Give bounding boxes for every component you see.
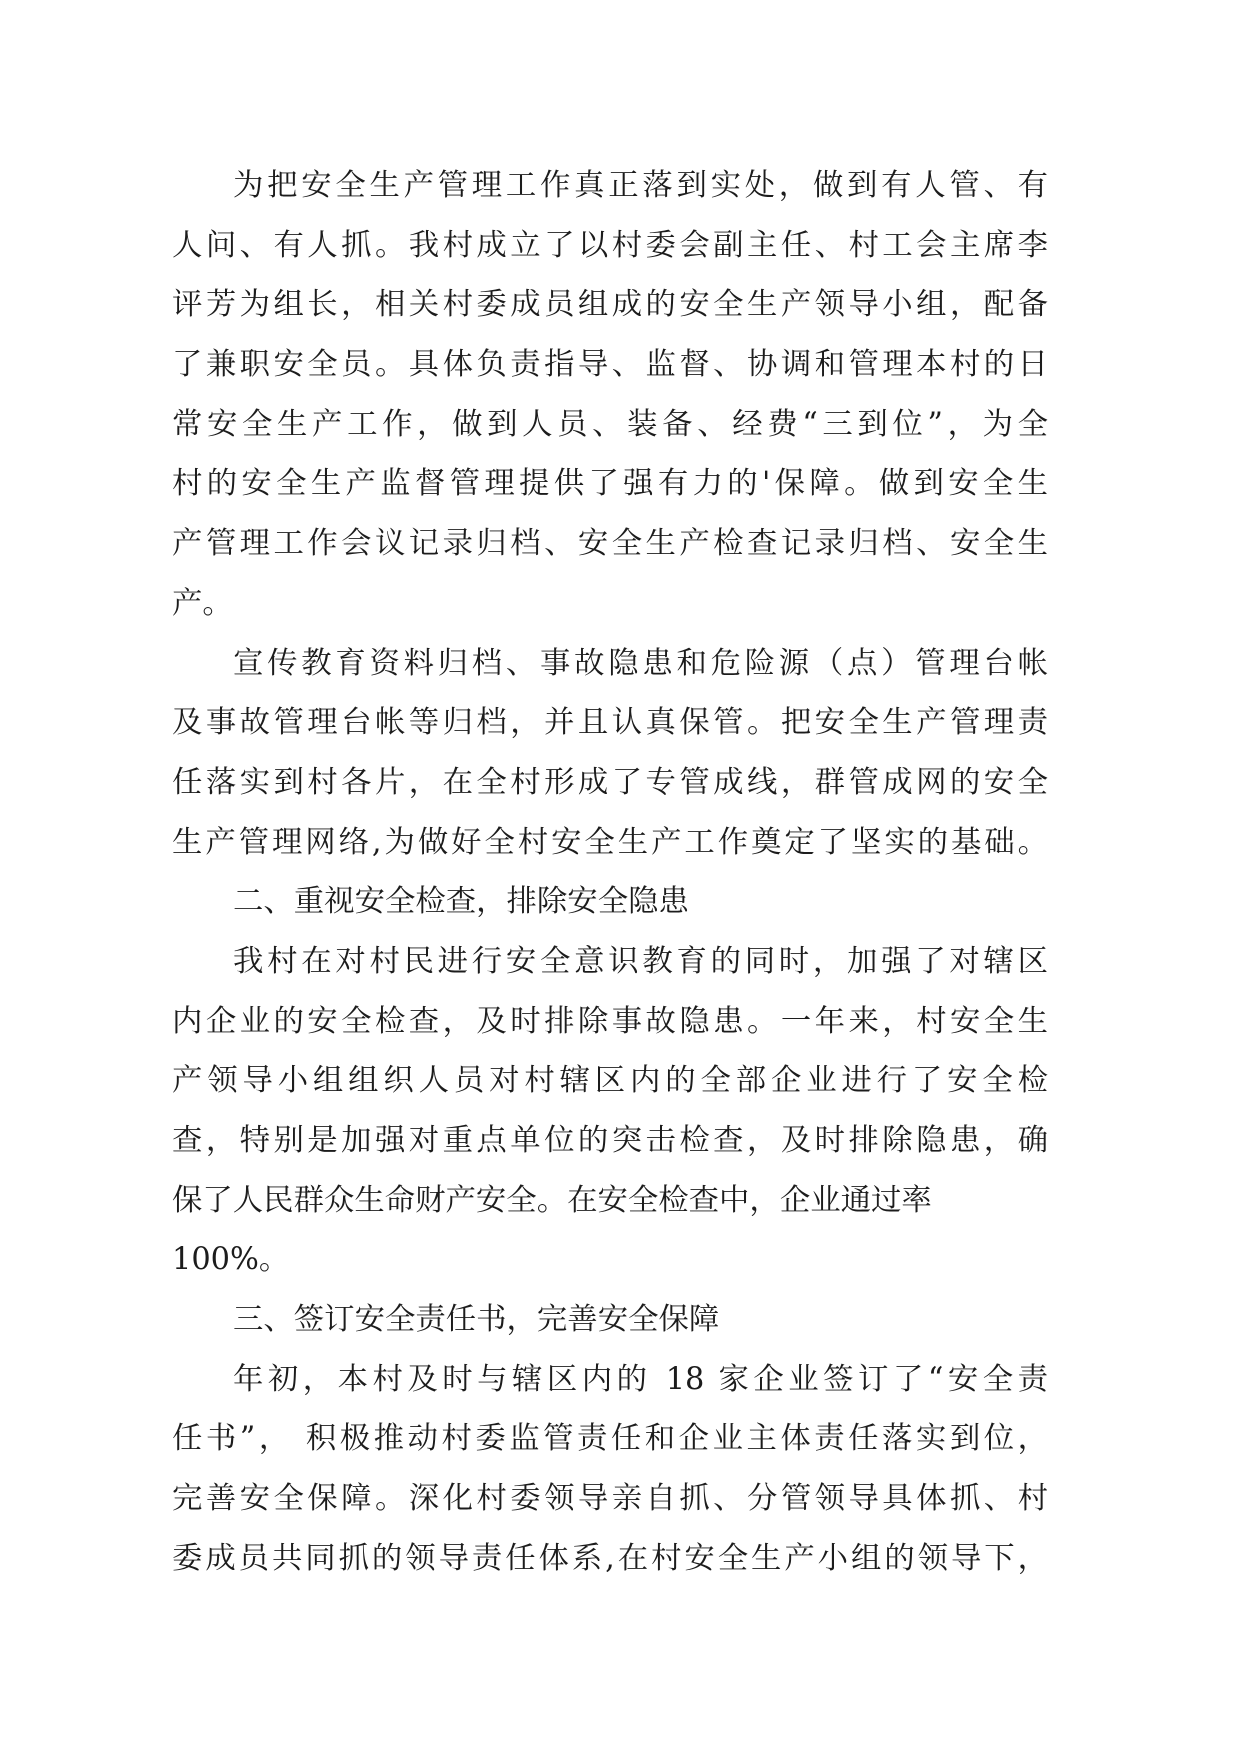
text-line: 产。 — [172, 585, 233, 621]
text-line: 了兼职安全员。具体负责指导、监督、协调和管理本村的日 — [172, 347, 1048, 383]
text-line: 委成员共同抓的领导责任体系,在村安全生产小组的领导下， — [172, 1540, 1048, 1576]
paragraph — [172, 634, 1048, 873]
text-line: 及事故管理台帐等归档，并且认真保管。把安全生产管理责 — [172, 705, 1048, 741]
text-line: 内企业的安全检查，及时排除事故隐患。一年来，村安全生 — [172, 1003, 1048, 1039]
text-line: 产管理工作会议记录归档、安全生产检查记录归档、安全生 — [172, 526, 1048, 562]
paragraph — [172, 156, 1048, 634]
text-line: 任书”， 积极推动村委监管责任和企业主体责任落实到位， — [172, 1421, 1048, 1457]
text-line: 产领导小组组织人员对村辖区内的全部企业进行了安全检 — [172, 1063, 1048, 1099]
section-heading-text: 三、签订安全责任书，完善安全保障 — [233, 1302, 720, 1338]
text-line: 任落实到村各片，在全村形成了专管成线，群管成网的安全 — [172, 764, 1048, 800]
section-heading-text: 二、重视安全检查，排除安全隐患 — [233, 884, 689, 920]
text-line: 村的安全生产监督管理提供了强有力的'保障。做到安全生 — [172, 466, 1048, 502]
text-line: 宣传教育资料归档、事故隐患和危险源（点）管理台帐 — [233, 645, 1048, 681]
paragraph — [172, 1350, 1048, 1589]
document-body — [172, 156, 1048, 1589]
text-line: 100%。 — [172, 1242, 290, 1278]
text-line: 年初，本村及时与辖区内的 18 家企业签订了“安全责 — [233, 1361, 1048, 1397]
section-heading — [172, 1290, 1048, 1350]
text-line: 生产管理网络,为做好全村安全生产工作奠定了坚实的基础。 — [172, 824, 1048, 860]
section-heading — [172, 872, 1048, 932]
text-line: 常安全生产工作，做到人员、装备、经费“三到位”，为全 — [172, 406, 1048, 442]
text-line: 人问、有人抓。我村成立了以村委会副主任、村工会主席李 — [172, 227, 1048, 263]
text-line: 完善安全保障。深化村委领导亲自抓、分管领导具体抓、村 — [172, 1481, 1048, 1517]
text-line: 保了人民群众生命财产安全。在安全检查中，企业通过率 — [172, 1182, 932, 1218]
text-line: 为把安全生产管理工作真正落到实处，做到有人管、有 — [233, 168, 1048, 203]
paragraph — [172, 932, 1048, 1290]
text-line: 评芳为组长，相关村委成员组成的安全生产领导小组，配备 — [172, 287, 1048, 323]
text-line: 我村在对村民进行安全意识教育的同时，加强了对辖区 — [233, 943, 1048, 979]
text-line: 查，特别是加强对重点单位的突击检查，及时排除隐患，确 — [172, 1123, 1048, 1158]
